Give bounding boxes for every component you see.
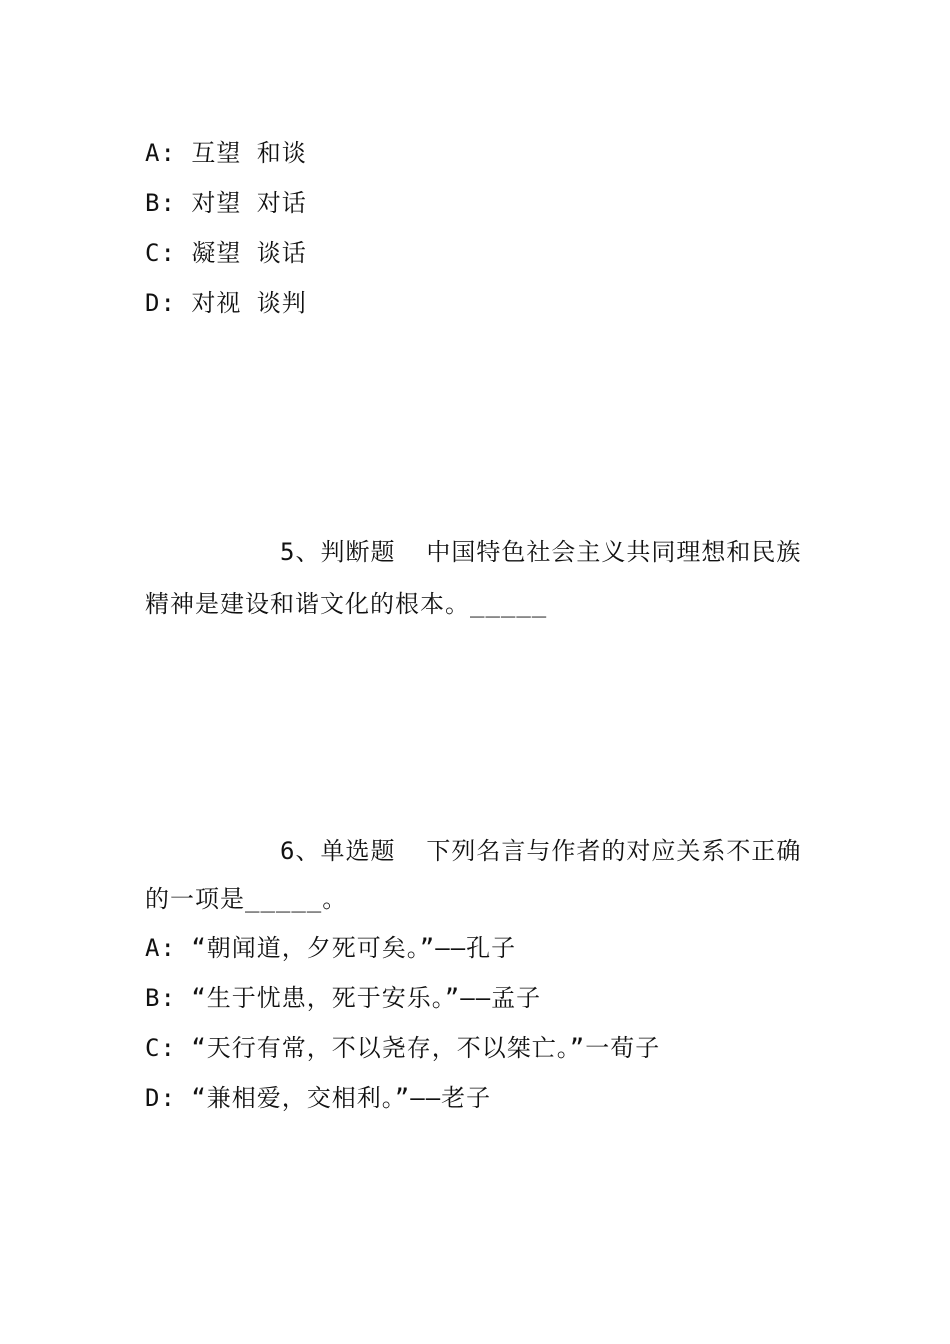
option-text: “天行有常，不以尧存，不以桀亡。”一荀子 (191, 1034, 661, 1062)
option-text: 互望 和谈 (191, 139, 307, 167)
option-a (145, 138, 307, 168)
option-letter: A: (145, 139, 176, 167)
option-letter: D: (145, 289, 176, 317)
option-letter: C: (145, 1034, 176, 1062)
option-letter: A: (145, 934, 176, 962)
option-b (145, 983, 541, 1013)
option-text: “兼相爱，交相利。”——老子 (191, 1084, 492, 1112)
option-text: 凝望 谈话 (191, 239, 307, 267)
option-text: 对视 谈判 (191, 289, 307, 317)
option-text: “生于忧患，死于安乐。”——孟子 (191, 984, 542, 1012)
option-letter: C: (145, 239, 176, 267)
option-c (145, 238, 307, 268)
question-5-stem-line-2: 精神是建设和谐文化的根本。_____ (145, 590, 548, 618)
option-d (145, 1083, 491, 1113)
question-6-stem-line-1: 6、单选题 下列名言与作者的对应关系不正确 (280, 837, 802, 865)
option-text: “朝闻道，夕死可矣。”——孔子 (191, 934, 517, 962)
option-d (145, 288, 307, 318)
option-letter: D: (145, 1084, 176, 1112)
option-a (145, 933, 516, 963)
question-6-stem-line-2: 的一项是_____。 (145, 885, 348, 913)
option-letter: B: (145, 984, 176, 1012)
option-b (145, 188, 307, 218)
question-5-stem-line-1: 5、判断题 中国特色社会主义共同理想和民族 (280, 538, 802, 566)
option-text: 对望 对话 (191, 189, 307, 217)
option-letter: B: (145, 189, 176, 217)
option-c (145, 1033, 660, 1063)
